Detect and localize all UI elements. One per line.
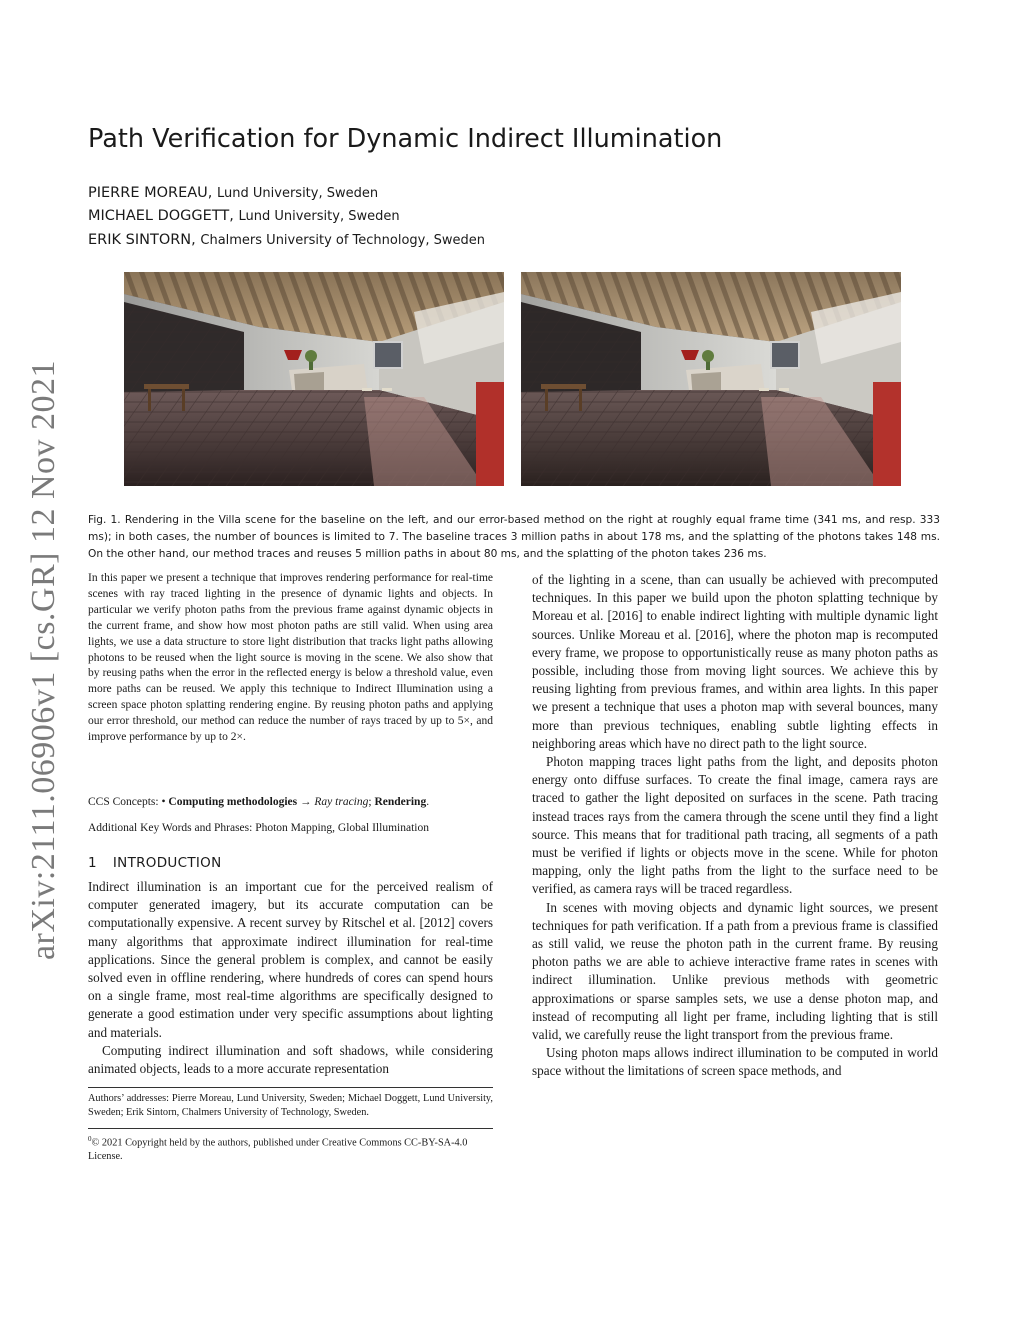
section-heading	[88, 855, 221, 871]
author-affiliation: Chalmers University of Technology, Sweden	[200, 233, 486, 248]
author-2	[88, 208, 400, 224]
author-affiliation: Lund University, Sweden	[238, 209, 400, 224]
author-name: PIERRE MOREAU,	[88, 185, 213, 201]
intro-right-column	[532, 571, 938, 1081]
footnote-addresses: Authors’ addresses: Pierre Moreau, Lund University, Sweden; Michael Doggett, Lund University, Sweden; Erik Sintorn, Chalmers University of Technology, Sweden.	[88, 1093, 493, 1118]
footnote-copyright	[88, 1132, 493, 1164]
footnote-rule	[88, 1087, 493, 1088]
author-name: ERIK SINTORN,	[88, 232, 196, 248]
figure-caption: Fig. 1. Rendering in the Villa scene for the baseline on the left, and our error-based method on the right at roughly equal frame time (341 ms, and resp. 333 ms); in both cases, the number of bounces is limited to 7. The baseline traces 3 million paths in about 178 ms, and the splatting of the photons takes 148 ms. On the other hand, our method traces and reuses 5 million paths in about 80 ms, and the splatting of the photon takes 236 ms.	[88, 514, 940, 560]
keywords: Additional Key Words and Phrases: Photon Mapping, Global Illumination	[88, 822, 429, 834]
paragraph: of the lighting in a scene, than can usually be achieved with precomputed techniques. In this paper we build upon the photon splatting technique by Moreau et al. [2016] to enable indirect lighting with multiple dynamic light sources. Unlike Moreau et al. [2016], where the photon map is recomputed every frame, we propose to opportunistically reuse as many photon paths as possible, including those from moving light sources. We achieve this by reusing lighting from previous frames, and within area lights. In this paper we present a technique that uses a photon map with several bounces, many more than previous techniques, enabling subtle lighting effects in neighboring areas which have no direct path to the light source.	[532, 572, 938, 751]
ccs-concept-ray-tracing: Ray tracing	[314, 796, 369, 808]
paragraph: In scenes with moving objects and dynamic light sources, we present techniques for path verification. If a path from a previous frame is classified as still valid, we reuse the photon path in the current frame. By reusing photon paths we are able to achieve interactive frame rates in scenes with indirect illumination. Unlike previous methods with geometric approximations or sparse samples sets, we use a dense photon map, and instead of recomputing all light per frame, including lighting that is still valid, we carefully reuse the light transport from the previous frame.	[532, 899, 938, 1043]
ccs-arrow: →	[297, 796, 315, 808]
ccs-concepts	[88, 796, 508, 808]
author-name: MICHAEL DOGGETT,	[88, 208, 234, 224]
paragraph: Photon mapping traces light paths from the light, and deposits photon energy onto diffuse surfaces. To create the final image, camera rays are traced to gather the light deposited on surfaces in the scene. Path tracing instead traces rays from the camera through the scene until they find a light source. This means that for traditional path tracing, all segments of a path must be verified if lights or objects move in the scene. While for photon mapping, only the light paths from the light to the surface need to be verified, as camera rays will be traced regardless.	[532, 754, 938, 897]
footnote-marker: 0	[88, 1135, 92, 1143]
author-3	[88, 232, 485, 248]
copyright-text: © 2021 Copyright held by the authors, published under Creative Commons CC-BY-SA-4.0 License.	[88, 1137, 468, 1163]
ccs-end: .	[426, 796, 430, 808]
figure-image-baseline	[124, 272, 504, 486]
section-title: INTRODUCTION	[112, 855, 222, 871]
author-1	[88, 185, 378, 201]
figure-image-error-based	[521, 272, 901, 486]
ccs-prefix: CCS Concepts: •	[88, 796, 169, 808]
author-affiliation: Lund University, Sweden	[217, 186, 379, 201]
section-number: 1	[88, 855, 97, 871]
footnote-rule	[88, 1128, 493, 1129]
paper-title: Path Verification for Dynamic Indirect Illumination	[88, 124, 723, 154]
intro-left-column	[88, 878, 493, 1078]
ccs-concept-rendering: Rendering	[374, 796, 427, 808]
paragraph: Using photon maps allows indirect illumination to be computed in world space without the limitations of screen space methods, and	[532, 1045, 938, 1079]
paragraph: Computing indirect illumination and soft shadows, while considering animated objects, leads to a more accurate representation	[88, 1042, 493, 1077]
abstract: In this paper we present a technique that improves rendering performance for real-time scenes with ray traced lighting in the presence of dynamic lights and objects. In particular we verify photon paths from the previous frame against dynamic objects in the current frame, and show how most photon paths are still valid. When using area lights, we use a data structure to store light distribution that tracks light paths allowing photons to be reused when the light source is moving in the scene. We also show that by reusing paths when the error in the reflected energy is below a threshold value, even more paths can be reused. We apply this technique to Indirect Illumination using a screen space photon splatting rendering engine. By reusing photon paths and applying our error threshold, our method can reduce the number of rays traced by up to 5×, and improve performance by up to 2×.	[88, 572, 493, 744]
arxiv-stamp: arXiv:2111.06906v1 [cs.GR] 12 Nov 2021	[25, 359, 62, 961]
ccs-concept-computing: Computing methodologies	[168, 796, 298, 808]
paragraph: Indirect illumination is an important cue for the perceived realism of computer generated imagery, but its accurate computation can be computationally expensive. A recent survey by Ritschel et al. [2012] covers many algorithms that approximate indirect illumination for real-time applications. Since the general problem is complex, and cannot be easily solved even in offline rendering, where hundreds of cores can spend hours on a single frame, most real-time algorithms are specifically designed to generate a good estimation under very specific assumptions about lighting and materials.	[88, 879, 493, 1040]
ccs-separator: ;	[368, 796, 375, 808]
